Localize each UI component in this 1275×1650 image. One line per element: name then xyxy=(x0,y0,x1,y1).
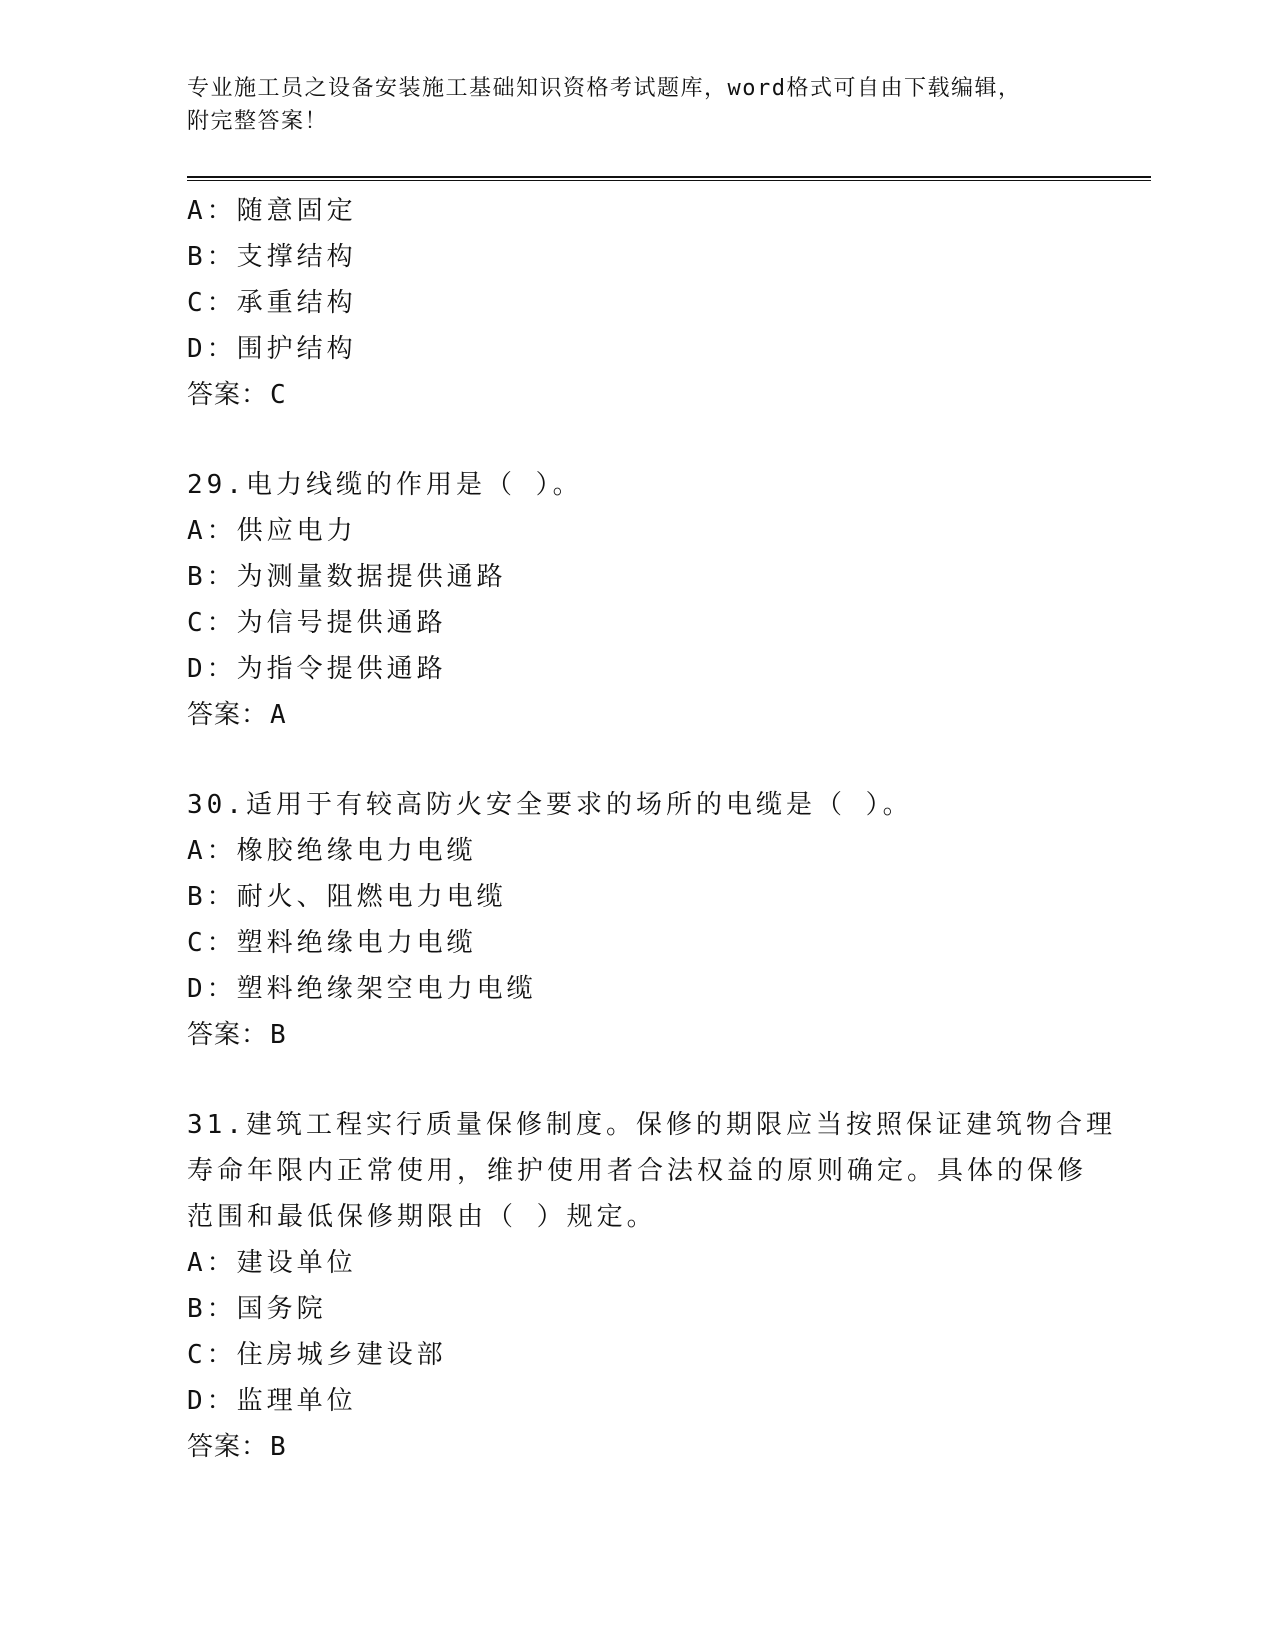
option-c: C：塑料绝缘电力电缆 xyxy=(187,928,477,958)
option-d: D：围护结构 xyxy=(187,334,357,364)
option-d: D：为指令提供通路 xyxy=(187,654,447,684)
header-line-2: 附完整答案！ xyxy=(187,109,329,134)
answer-line xyxy=(187,372,1087,418)
option-b: B：国务院 xyxy=(187,1294,327,1324)
option-b: B：耐火、阻燃电力电缆 xyxy=(187,882,507,912)
question-fragment xyxy=(187,188,1087,418)
answer-label: 答案： xyxy=(187,1432,269,1462)
option-a: A：供应电力 xyxy=(187,516,357,546)
option-a: A：随意固定 xyxy=(187,196,357,226)
question-30 xyxy=(187,782,1087,1058)
header-divider xyxy=(187,176,1151,181)
answer-label: 答案： xyxy=(187,1020,269,1050)
answer-value: B xyxy=(270,1432,287,1462)
question-list xyxy=(187,188,1116,1470)
question-31 xyxy=(187,1102,1116,1470)
option-d: D：塑料绝缘架空电力电缆 xyxy=(187,974,537,1004)
question-stem: 30.适用于有较高防火安全要求的场所的电缆是（ ）。 xyxy=(187,790,913,820)
option-c: C：为信号提供通路 xyxy=(187,608,447,638)
document-header xyxy=(187,72,1087,138)
answer-value: A xyxy=(270,700,287,730)
answer-value: C xyxy=(270,380,287,410)
option-b: B：为测量数据提供通路 xyxy=(187,562,507,592)
option-c: C：住房城乡建设部 xyxy=(187,1340,447,1370)
option-c: C：承重结构 xyxy=(187,288,357,318)
answer-line xyxy=(187,1424,1087,1470)
answer-label: 答案： xyxy=(187,380,269,410)
question-stem: 29.电力线缆的作用是（ ）。 xyxy=(187,470,583,500)
option-a: A：橡胶绝缘电力电缆 xyxy=(187,836,477,866)
question-29 xyxy=(187,462,1087,738)
header-line-1: 专业施工员之设备安装施工基础知识资格考试题库，word格式可自由下载编辑， xyxy=(187,76,1022,101)
answer-label: 答案： xyxy=(187,700,269,730)
option-a: A：建设单位 xyxy=(187,1248,357,1278)
option-b: B：支撑结构 xyxy=(187,242,357,272)
answer-value: B xyxy=(270,1020,287,1050)
question-stem-line-3: 范围和最低保修期限由（ ）规定。 xyxy=(187,1202,657,1232)
question-stem-line-1: 31.建筑工程实行质量保修制度。保修的期限应当按照保证建筑物合理 xyxy=(187,1110,1116,1140)
question-stem-line-2: 寿命年限内正常使用，维护使用者合法权益的原则确定。具体的保修 xyxy=(187,1156,1088,1186)
answer-line xyxy=(187,692,1087,738)
option-d: D：监理单位 xyxy=(187,1386,357,1416)
answer-line xyxy=(187,1012,1087,1058)
